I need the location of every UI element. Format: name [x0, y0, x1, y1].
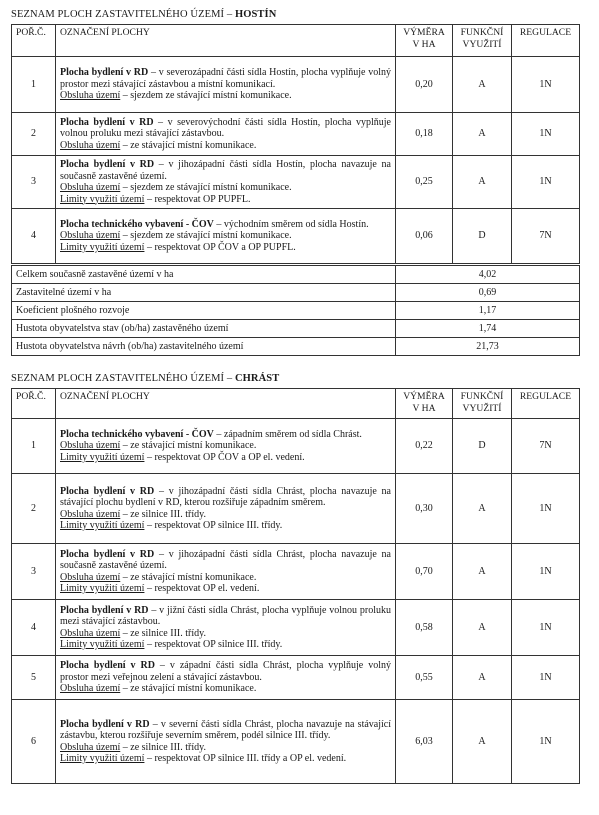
- row-number: 4: [12, 209, 56, 264]
- row-number: 3: [12, 544, 56, 600]
- summary-label: Hustota obyvatelstva návrh (ob/ha) zastavitelného území: [12, 338, 396, 356]
- row-description: Plocha technického vybavení - ČOV – západním směrem od sídla Chrást. Obsluha území – ze stávající místní komunikace. Limity využití území – respektovat OP ČOV a OP el. vedení.: [56, 419, 396, 474]
- row-description: Plocha technického vybavení - ČOV – východním směrem od sídla Hostín. Obsluha území – sjezdem ze stávající místní komunikace. Limity využití území – respektovat OP ČOV a OP PUPFL.: [56, 209, 396, 264]
- row-regulation: 1N: [512, 600, 580, 656]
- header-name: OZNAČENÍ PLOCHY: [56, 389, 396, 419]
- summary-label: Hustota obyvatelstva stav (ob/ha) zastavěného území: [12, 320, 396, 338]
- summary-value: 4,02: [396, 266, 580, 284]
- row-regulation: 7N: [512, 209, 580, 264]
- row-description: Plocha bydlení v RD – v jihozápadní části sídla Chrást, plocha navazuje na současně zastavěné území. Obsluha území – ze stávající místní komunikace. Limity využití území – respektovat OP el. vedení.: [56, 544, 396, 600]
- table-row: [12, 700, 580, 784]
- row-description: Plocha bydlení v RD – v severozápadní části sídla Hostín, plocha vyplňuje volný prostor mezi stávající zástavbou a místní komunikací. Obsluha území – sjezdem ze stávající místní komunikace.: [56, 57, 396, 113]
- header-no: POŘ.Č.: [12, 25, 56, 57]
- row-description: Plocha bydlení v RD – v jihozápadní části sídla Hostín, plocha navazuje na současně zastavěné území. Obsluha území – sjezdem ze stávající místní komunikace. Limity využití území – respektovat OP PUPFL.: [56, 156, 396, 209]
- row-number: 2: [12, 113, 56, 156]
- header-use: FUNKČNÍ VYUŽITÍ: [453, 389, 512, 419]
- row-description: Plocha bydlení v RD – v severní části sídla Chrást, plocha navazuje na stávající zástavbu, kterou rozšiřuje severním směrem, podél silnice III. třídy. Obsluha území – ze silnice III. třídy. Limity využití území – respektovat OP silnice III. třídy a OP el. vedení.: [56, 700, 396, 784]
- summary-value: 1,74: [396, 320, 580, 338]
- header-name: OZNAČENÍ PLOCHY: [56, 25, 396, 57]
- row-regulation: 7N: [512, 419, 580, 474]
- table-row: [12, 600, 580, 656]
- summary-label: Zastavitelné území v ha: [12, 284, 396, 302]
- table-chrast: [11, 388, 580, 784]
- row-use: D: [453, 419, 512, 474]
- row-area: 0,25: [396, 156, 453, 209]
- summary-value: 1,17: [396, 302, 580, 320]
- row-use: A: [453, 113, 512, 156]
- table-row: [12, 156, 580, 209]
- header-regulation: REGULACE: [512, 389, 580, 419]
- summary-value: 0,69: [396, 284, 580, 302]
- row-description: Plocha bydlení v RD – v západní části sídla Chrást, plocha vyplňuje volný prostor mezi veřejnou zelení a stávající zástavbou. Obsluha území – ze stávající místní komunikace.: [56, 656, 396, 700]
- header-area: VÝMĚRA V HA: [396, 389, 453, 419]
- row-regulation: 1N: [512, 113, 580, 156]
- row-number: 3: [12, 156, 56, 209]
- header-regulation: REGULACE: [512, 25, 580, 57]
- row-area: 0,20: [396, 57, 453, 113]
- row-regulation: 1N: [512, 57, 580, 113]
- summary-row: [12, 338, 580, 356]
- row-number: 2: [12, 474, 56, 544]
- row-regulation: 1N: [512, 156, 580, 209]
- section-title-prefix: SEZNAM PLOCH ZASTAVITELNÉHO ÚZEMÍ –: [11, 9, 233, 20]
- row-number: 1: [12, 57, 56, 113]
- row-use: A: [453, 474, 512, 544]
- row-description: Plocha bydlení v RD – v jižní části sídla Chrást, plocha vyplňuje volnou proluku mezi stávající zástavbou. Obsluha území – ze silnice III. třídy. Limity využití území – respektovat OP silnice III. třídy.: [56, 600, 396, 656]
- section-title-prefix: SEZNAM PLOCH ZASTAVITELNÉHO ÚZEMÍ –: [11, 373, 233, 384]
- summary-row: [12, 320, 580, 338]
- row-use: A: [453, 156, 512, 209]
- summary-row: [12, 302, 580, 320]
- summary-row: [12, 266, 580, 284]
- row-regulation: 1N: [512, 544, 580, 600]
- table-row: [12, 113, 580, 156]
- row-area: 0,18: [396, 113, 453, 156]
- row-use: A: [453, 57, 512, 113]
- row-use: A: [453, 656, 512, 700]
- row-area: 0,30: [396, 474, 453, 544]
- summary-value: 21,73: [396, 338, 580, 356]
- row-use: A: [453, 700, 512, 784]
- row-number: 1: [12, 419, 56, 474]
- row-use: D: [453, 209, 512, 264]
- row-regulation: 1N: [512, 656, 580, 700]
- summary-table-hostin: [11, 265, 580, 356]
- table-row: [12, 209, 580, 264]
- row-number: 4: [12, 600, 56, 656]
- table-row: [12, 544, 580, 600]
- row-description: Plocha bydlení v RD – v severovýchodní části sídla Hostín, plocha vyplňuje volnou proluku mezi stávající zástavbou. Obsluha území – ze stávající místní komunikace.: [56, 113, 396, 156]
- section-title-place: CHRÁST: [234, 373, 280, 384]
- row-regulation: 1N: [512, 700, 580, 784]
- table-row: [12, 656, 580, 700]
- table-row: [12, 419, 580, 474]
- header-no: POŘ.Č.: [12, 389, 56, 419]
- table-row: [12, 474, 580, 544]
- section-title-chrast: [11, 373, 279, 384]
- header-area: VÝMĚRA V HA: [396, 25, 453, 57]
- row-description: Plocha bydlení v RD – v jihozápadní části sídla Chrást, plocha navazuje na stávající plochu bydlení v RD, kterou rozšiřuje západním směrem. Obsluha území – ze silnice III. třídy. Limity využití území – respektovat OP silnice III. třídy.: [56, 474, 396, 544]
- row-number: 6: [12, 700, 56, 784]
- header-use: FUNKČNÍ VYUŽITÍ: [453, 25, 512, 57]
- row-area: 0,55: [396, 656, 453, 700]
- row-area: 6,03: [396, 700, 453, 784]
- summary-label: Koeficient plošného rozvoje: [12, 302, 396, 320]
- row-area: 0,70: [396, 544, 453, 600]
- row-area: 0,06: [396, 209, 453, 264]
- table-row: [12, 57, 580, 113]
- summary-label: Celkem současně zastavěné území v ha: [12, 266, 396, 284]
- row-number: 5: [12, 656, 56, 700]
- row-use: A: [453, 600, 512, 656]
- table-hostin: [11, 24, 580, 264]
- summary-row: [12, 284, 580, 302]
- row-area: 0,58: [396, 600, 453, 656]
- row-regulation: 1N: [512, 474, 580, 544]
- row-use: A: [453, 544, 512, 600]
- row-area: 0,22: [396, 419, 453, 474]
- section-title-hostin: [11, 9, 276, 20]
- section-title-place: HOSTÍN: [234, 9, 277, 20]
